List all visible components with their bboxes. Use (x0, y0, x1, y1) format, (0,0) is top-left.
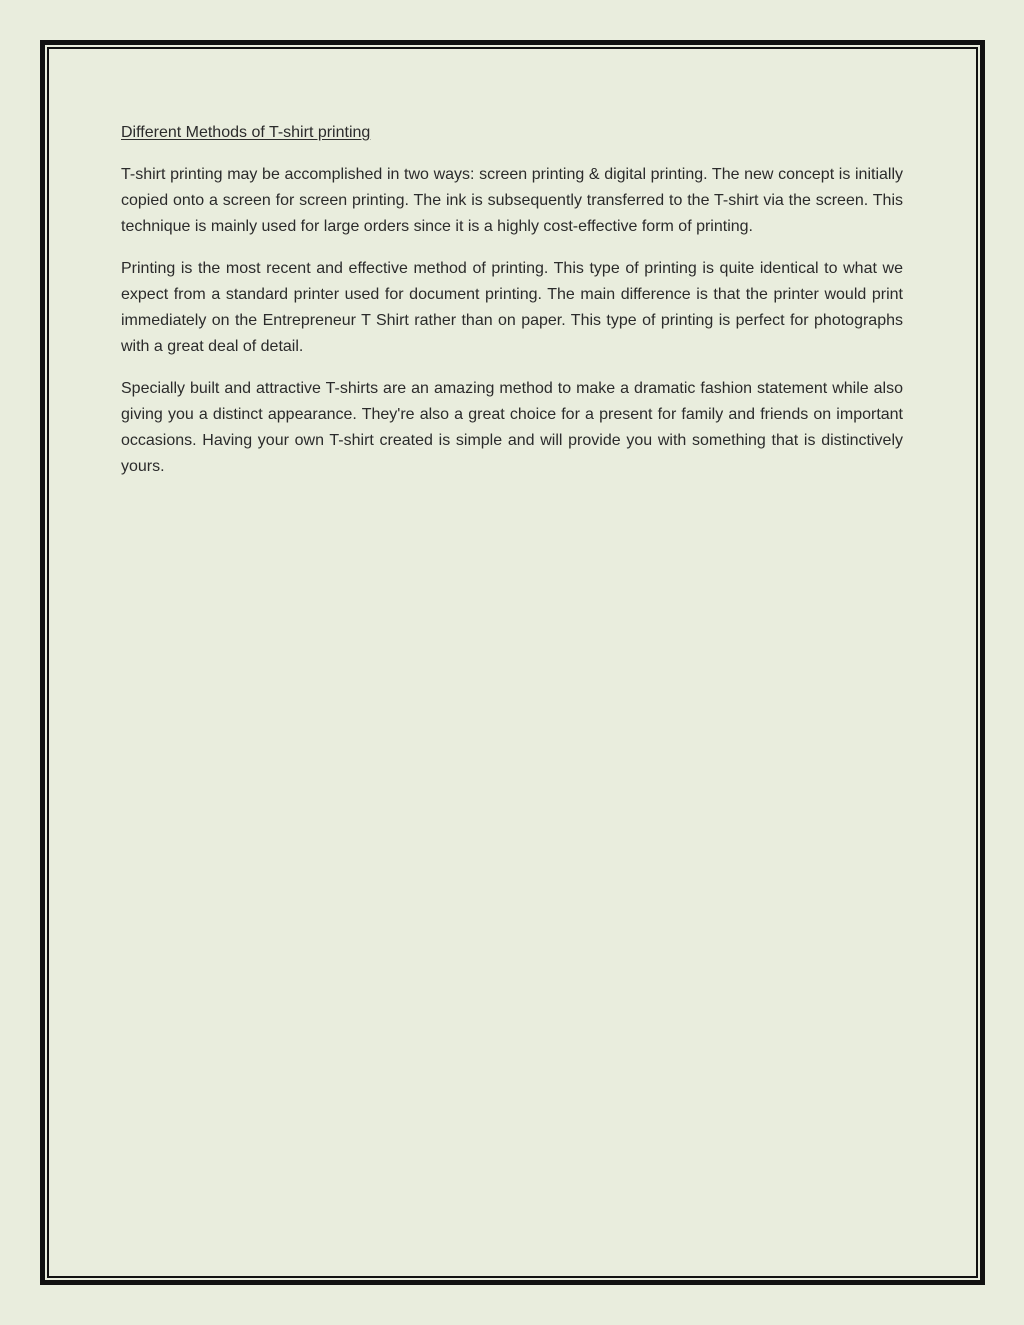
document-title: Different Methods of T-shirt printing (121, 124, 371, 141)
paragraph-2: Printing is the most recent and effective method of printing. This type of printing is quite identical to what we expect from a standard printer used for document printing. The main difference is that the printer would print immediately on the Entrepreneur T Shirt rather than on paper. This type of printing is perfect for photographs with a great deal of detail. (121, 260, 903, 355)
document-body (121, 120, 903, 496)
paragraph-3: Specially built and attractive T-shirts are an amazing method to make a dramatic fashion statement while also giving you a distinct appearance. They're also a great choice for a present for family and friends on important occasions. Having your own T-shirt created is simple and will provide you with something that is distinctively yours. (121, 380, 903, 475)
paragraph-1: T-shirt printing may be accomplished in two ways: screen printing & digital printing. The new concept is initially copied onto a screen for screen printing. The ink is subsequently transferred to the T-shirt via the screen. This technique is mainly used for large orders since it is a highly cost-effective form of printing. (121, 166, 903, 235)
